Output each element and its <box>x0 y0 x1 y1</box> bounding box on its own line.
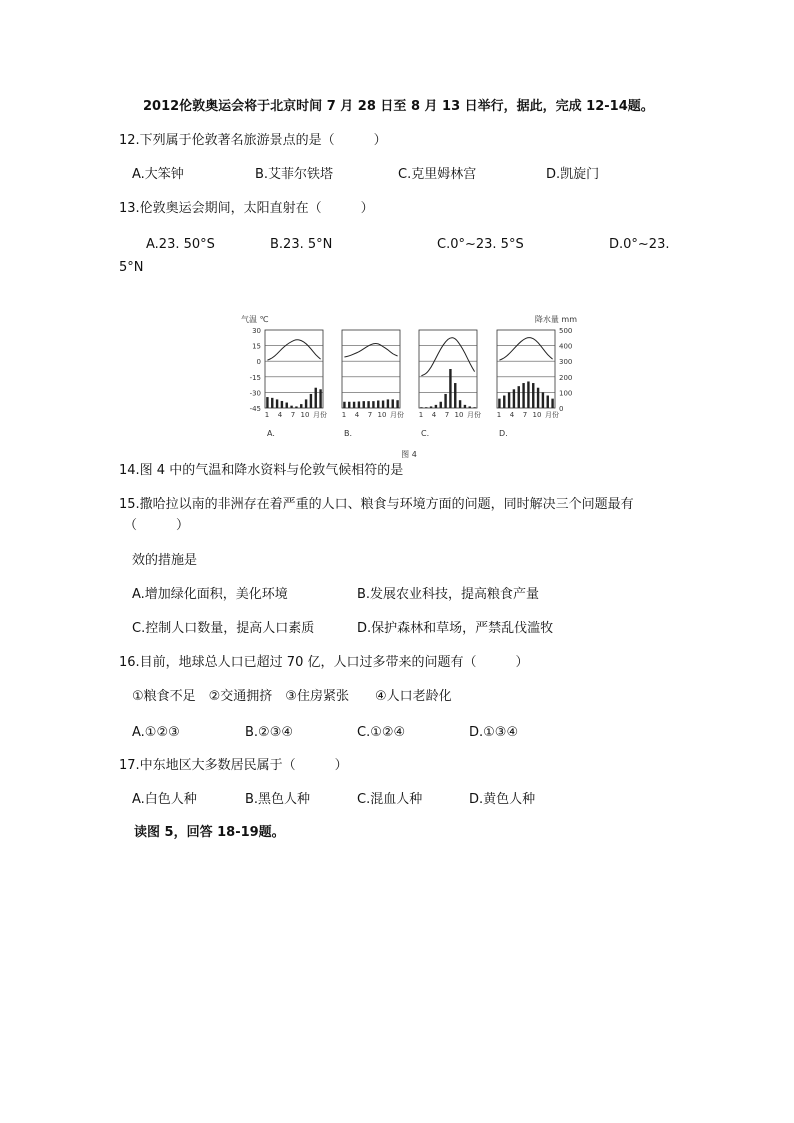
month-tick-label: 7 <box>367 411 373 419</box>
precip-bar <box>392 399 394 408</box>
precip-bar <box>276 399 278 408</box>
precip-bar <box>396 400 398 408</box>
precip-bar <box>440 402 442 408</box>
q13-option-a[interactable]: A.23. 50°S <box>146 237 215 252</box>
precip-bar <box>459 400 461 408</box>
precip-bar <box>551 399 553 408</box>
precip-bar <box>547 396 549 408</box>
q15-option-b[interactable]: B.发展农业科技，提高粮食产量 <box>357 587 540 602</box>
precip-tick-label: 0 <box>559 405 564 413</box>
month-tick-label: 月份 <box>467 411 481 419</box>
q16-option-a[interactable]: A.①②③ <box>132 725 180 740</box>
month-tick-label: 10 <box>377 411 387 419</box>
month-tick-label: 1 <box>496 411 502 419</box>
month-tick-label: 1 <box>341 411 347 419</box>
month-tick-label: 4 <box>277 411 283 419</box>
month-tick-label: 10 <box>300 411 310 419</box>
precip-bar <box>503 396 505 408</box>
precip-bar <box>513 389 515 408</box>
q12-option-d[interactable]: D.凯旋门 <box>546 167 600 182</box>
precip-bar <box>281 401 283 408</box>
precip-bar <box>498 399 500 408</box>
temperature-curve <box>421 338 474 376</box>
month-tick-label: 7 <box>522 411 528 419</box>
q17-option-c[interactable]: C.混血人种 <box>357 792 423 807</box>
panel-frame <box>342 330 400 408</box>
q13-option-d[interactable]: D.0°~23. <box>609 237 670 252</box>
precip-bar <box>271 398 273 408</box>
precip-bar <box>363 401 365 408</box>
precip-bar <box>266 397 268 408</box>
q17-option-d[interactable]: D.黄色人种 <box>469 792 536 807</box>
q17-option-b[interactable]: B.黑色人种 <box>245 792 311 807</box>
q12-option-a[interactable]: A.大笨钟 <box>132 167 184 182</box>
precip-bar <box>367 401 369 408</box>
q13-option-c[interactable]: C.0°~23. 5°S <box>437 237 524 252</box>
q13-option-b[interactable]: B.23. 5°N <box>270 237 333 252</box>
month-tick-label: 1 <box>264 411 270 419</box>
temp-tick-label: -45 <box>249 405 261 413</box>
precip-bar <box>473 407 475 408</box>
q16-option-b[interactable]: B.②③④ <box>245 725 294 740</box>
precip-bar <box>372 401 374 408</box>
figure-caption: 图 4 <box>401 450 417 459</box>
precip-bar <box>464 405 466 408</box>
q16-option-d[interactable]: D.①③④ <box>469 725 519 740</box>
precip-bar <box>449 369 451 408</box>
panel-label: A. <box>267 429 275 438</box>
precip-bar <box>508 392 510 408</box>
temp-tick-label: 30 <box>252 327 261 335</box>
month-tick-label: 4 <box>431 411 437 419</box>
precip-bar <box>454 383 456 408</box>
question-16-stem: 16.目前，地球总人口已超过 70 亿，人口过多带来的问题有（ ） <box>119 655 529 670</box>
precip-bar <box>518 386 520 408</box>
left-axis-title: 气温 ℃ <box>241 315 269 324</box>
precip-bar <box>319 389 321 408</box>
panel-frame <box>419 330 477 408</box>
precip-tick-label: 100 <box>559 389 573 398</box>
q15-option-c[interactable]: C.控制人口数量，提高人口素质 <box>132 621 315 636</box>
next-intro-text: 读图 5，回答 18-19题。 <box>134 825 285 840</box>
question-13-stem: 13.伦敦奥运会期间，太阳直射在（ ） <box>119 201 374 216</box>
precip-bar <box>358 401 360 408</box>
temp-tick-label: -30 <box>249 389 261 398</box>
month-tick-label: 7 <box>444 411 450 419</box>
month-tick-label: 月份 <box>390 411 404 419</box>
precip-bar <box>348 402 350 408</box>
temperature-curve <box>267 340 320 360</box>
precip-bar <box>430 406 432 408</box>
precip-bar <box>290 406 292 408</box>
precip-bar <box>420 407 422 408</box>
precip-bar <box>425 407 427 408</box>
precip-bar <box>382 401 384 408</box>
precip-bar <box>305 399 307 408</box>
month-tick-label: 4 <box>354 411 360 419</box>
question-12-stem: 12.下列属于伦敦著名旅游景点的是（ ） <box>119 133 387 148</box>
month-tick-label: 10 <box>454 411 464 419</box>
q17-option-a[interactable]: A.白色人种 <box>132 792 197 807</box>
precip-bar <box>532 383 534 408</box>
month-tick-label: 7 <box>290 411 296 419</box>
panel-label: C. <box>421 429 430 438</box>
precip-tick-label: 200 <box>559 373 573 382</box>
right-axis-title: 降水量 mm <box>534 315 577 324</box>
temp-tick-label: 0 <box>256 358 261 367</box>
precip-bar <box>527 381 529 408</box>
month-tick-label: 10 <box>532 411 542 419</box>
precip-tick-label: 300 <box>559 358 573 367</box>
question-16-items: ①粮食不足 ②交通拥挤 ③住房紧张 ④人口老龄化 <box>132 689 452 704</box>
q16-option-c[interactable]: C.①②④ <box>357 725 406 740</box>
question-17-stem: 17.中东地区大多数居民属于（ ） <box>119 758 348 773</box>
panel-label: B. <box>344 429 353 438</box>
climate-chart-svg <box>239 312 579 460</box>
panel-frame <box>497 330 555 408</box>
question-14-stem: 14.图 4 中的气温和降水资料与伦敦气候相符的是 <box>119 463 404 478</box>
precip-bar <box>315 388 317 408</box>
precip-bar <box>387 399 389 408</box>
precip-bar <box>522 383 524 408</box>
precip-bar <box>542 392 544 408</box>
panel-frame <box>265 330 323 408</box>
temperature-curve <box>499 338 552 361</box>
precip-bar <box>286 403 288 408</box>
q12-option-b[interactable]: B.艾菲尔铁塔 <box>255 167 334 182</box>
precip-bar <box>469 406 471 408</box>
question-15-stem-cont: 效的措施是 <box>132 553 198 568</box>
climate-figure <box>239 312 579 460</box>
precip-tick-label: 400 <box>559 342 573 351</box>
precip-bar <box>295 406 297 408</box>
precip-bar <box>377 401 379 408</box>
question-15-stem: 15.撒哈拉以南的非洲存在着严重的人口、粮食与环境方面的问题，同时解决三个问题最有 <box>119 497 634 512</box>
precip-bar <box>537 388 539 408</box>
q15-option-a[interactable]: A.增加绿化面积，美化环境 <box>132 587 288 602</box>
q12-option-c[interactable]: C.克里姆林宫 <box>398 167 477 182</box>
month-tick-label: 4 <box>509 411 515 419</box>
panel-label: D. <box>499 429 508 438</box>
temp-tick-label: 15 <box>252 342 261 351</box>
intro-text: 2012伦敦奥运会将于北京时间 7 月 28 日至 8 月 13 日举行，据此，完成 12-14题。 <box>143 99 654 114</box>
q15-option-d[interactable]: D.保护森林和草场，严禁乱伐滥牧 <box>357 621 554 636</box>
month-tick-label: 月份 <box>313 411 327 419</box>
precip-bar <box>444 394 446 408</box>
precip-bar <box>300 404 302 408</box>
precip-bar <box>435 405 437 408</box>
temp-tick-label: -15 <box>249 373 261 382</box>
month-tick-label: 月份 <box>545 411 559 419</box>
precip-tick-label: 500 <box>559 327 573 335</box>
month-tick-label: 1 <box>418 411 424 419</box>
precip-bar <box>353 402 355 408</box>
precip-bar <box>343 402 345 408</box>
q13-option-d-continuation: 5°N <box>119 260 144 275</box>
precip-bar <box>310 394 312 408</box>
question-15-paren: （ ） <box>124 518 190 533</box>
